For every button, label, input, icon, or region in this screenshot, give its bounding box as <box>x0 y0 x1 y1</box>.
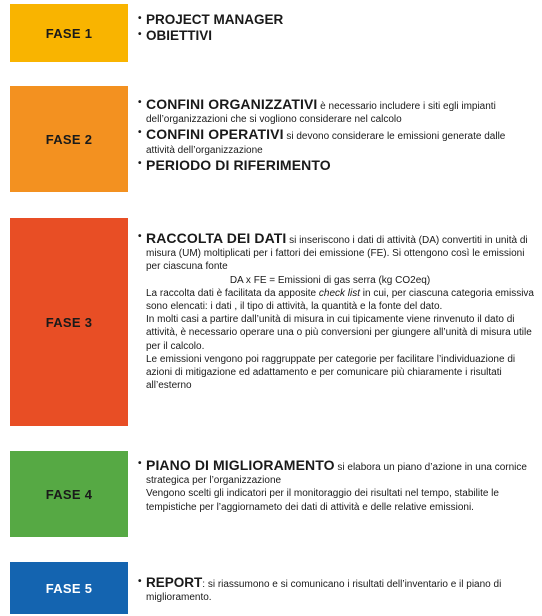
phase-2-label: FASE 2 <box>45 131 93 147</box>
phase-5-description <box>138 575 534 604</box>
phase-2-keyword: PERIODO DI RIFERIMENTO <box>146 156 331 173</box>
bullet-icon: • <box>138 157 142 169</box>
bullet-icon: • <box>138 231 142 242</box>
phase-5-keyword: REPORT <box>146 575 203 590</box>
phase-5-item <box>138 575 534 604</box>
paragraph-text: La raccolta dati è facilitata da apposite <box>146 287 319 299</box>
phase-4-label: FASE 4 <box>45 486 93 502</box>
phase-1-label: FASE 1 <box>45 25 93 41</box>
emission-formula: DA x FE = Emissioni di gas serra (kg CO2eq) <box>229 274 431 286</box>
phase-2-description <box>138 96 534 174</box>
phase-1-keyword: OBIETTIVI <box>146 28 213 44</box>
bullet-icon: • <box>138 127 142 139</box>
phase-2-box <box>10 86 128 192</box>
phase-1-item <box>138 12 534 28</box>
phase-4-keyword: PIANO DI MIGLIORAMENTO <box>146 457 335 473</box>
phase-3-paragraph: Le emissioni vengono poi raggruppate per categorie per facilitare l’individuazione di azioni di mitigazione ed adattamento e per comunicare più chiaramente i risultati all’esterno <box>146 353 516 392</box>
phase-2-text: è necessario includere i siti egli impianti dell’organizzazioni che si vogliono considerare nel calcolo <box>146 101 496 126</box>
phase-1-description <box>138 12 534 44</box>
phase-1-keyword: PROJECT MANAGER <box>146 12 284 27</box>
phase-2-keyword: CONFINI OPERATIVI <box>146 126 284 143</box>
phase-2-text: si devono considerare le emissioni generate dalle attività dell’organizzazione <box>146 131 506 156</box>
phase-3-paragraph: In molti casi a partire dall’unità di misura in cui tipicamente viene rinvenuto il dato di attività, è necessario operare una o più conversioni per giungere all’unità di misura utile per il calcolo. <box>146 314 532 352</box>
bullet-icon: • <box>138 13 142 24</box>
bullet-icon: • <box>138 29 142 41</box>
bullet-icon: • <box>138 458 142 469</box>
phase-3-label: FASE 3 <box>45 314 93 330</box>
phase-5-text: : si riassumono e si comunicano i risultati dell’inventario e il piano di miglioramento. <box>146 579 502 604</box>
phase-3-box <box>10 218 128 426</box>
phase-3-body <box>138 274 534 393</box>
phase-3-text: si inseriscono i dati di attività (DA) convertiti in unità di misura (UM) moltiplicati per i fattori dei emissione (FE). Si ottengono così le emissioni per ciascuna fonte <box>146 235 528 273</box>
phase-3-description <box>138 230 534 392</box>
phase-4-description <box>138 457 534 514</box>
phase-4-text: si elabora un piano d’azione in una cornice strategica per l’organizzazione <box>146 462 527 487</box>
phase-4-body <box>138 487 534 513</box>
bullet-icon: • <box>138 97 142 108</box>
phase-3-keyword: RACCOLTA DEI DATI <box>146 230 287 246</box>
phase-2-item <box>138 157 534 174</box>
phase-4-item <box>138 457 534 487</box>
phase-4-box <box>10 451 128 537</box>
check-list-term: check list <box>318 287 361 299</box>
phase-2-item <box>138 96 534 126</box>
phase-3-paragraph <box>146 287 534 313</box>
phase-5-label: FASE 5 <box>45 580 93 596</box>
phase-3-item <box>138 230 534 274</box>
phase-2-item <box>138 126 534 156</box>
phase-2-keyword: CONFINI ORGANIZZATIVI <box>146 96 318 112</box>
bullet-icon: • <box>138 576 142 587</box>
phase-1-item <box>138 28 534 44</box>
paragraph-text: in cui, per ciascuna categoria emissiva sono elencati: i dati , il tipo di attività, la quantità e la fonte del dato. <box>146 287 534 313</box>
phase-4-paragraph: Vengono scelti gli indicatori per il monitoraggio dei risultati nel tempo, stabilite le tempistiche per l’aggiornameto dei dati di attività e delle relative emissioni. <box>146 488 499 513</box>
phase-5-box <box>10 562 128 614</box>
phase-1-box <box>10 4 128 62</box>
